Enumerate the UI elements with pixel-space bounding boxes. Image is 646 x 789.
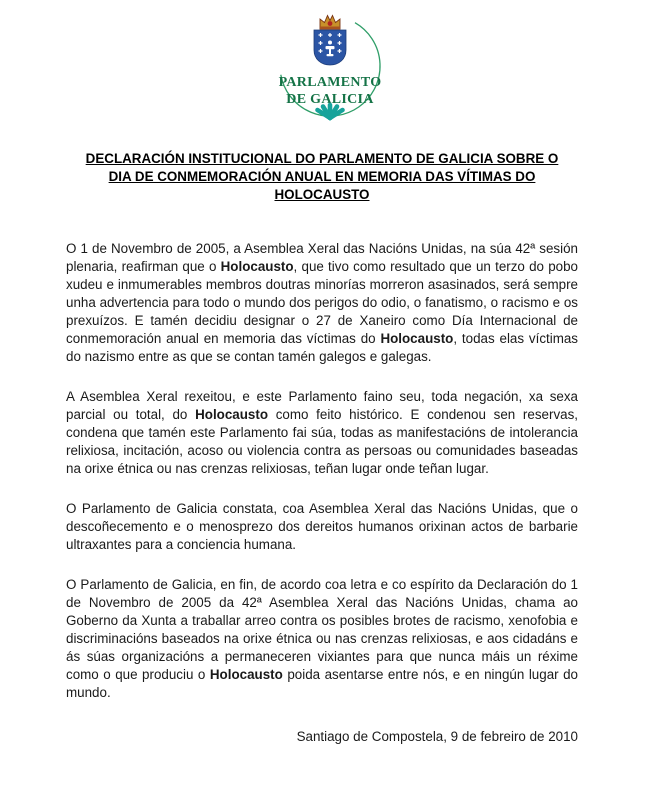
text-run: , todas elas víctimas do nazismo entre as que se contan tamén galegos e galegas. [66, 331, 579, 364]
text-run-bold: Holocausto [380, 331, 454, 346]
document-body [0, 150, 646, 746]
text-run-bold: Holocausto [209, 667, 283, 682]
logo-text-line2: DE GALICIA [286, 92, 374, 107]
title-line-3: HOLOCAUSTO [274, 187, 370, 202]
text-run: poida asentarse entre nós, e en ningún lugar do mundo. [66, 667, 579, 700]
title-line-1: DECLARACIÓN INSTITUCIONAL DO PARLAMENTO DE GALICIA SOBRE O [85, 151, 559, 166]
logo-container [0, 0, 646, 122]
parlamento-galicia-logo [254, 6, 406, 122]
text-run: , que tivo como resultado que un terzo do pobo xudeu e inmumerables membros doutras minorías morreron asasinados, será sempre unha advertencia para todo o mundo dos perigos do odio, o fanatismo, o racismo e os prexuízos. E tamén decidiu designar o 27 de Xaneiro como Día Internacional de conmemoración anual en memoria das víctimas do [66, 259, 579, 346]
title-line-2: DIA DE CONMEMORACIÓN ANUAL EN MEMORIA DAS VÍTIMAS DO [108, 169, 536, 184]
text-run: O 1 de Novembro de 2005, a Asemblea Xeral das Nacións Unidas, na súa 42ª sesión plenaria, reafirman que o [66, 241, 578, 274]
shield-icon [314, 30, 346, 65]
logo-text-line1: PARLAMENTO [278, 75, 382, 90]
crown-icon [320, 16, 340, 30]
paragraph-1 [66, 240, 578, 366]
text-run: A Asemblea Xeral rexeitou, e este Parlamento faino seu, toda negación, xa sexa parcial ou total, do [66, 389, 578, 422]
paragraph-3 [66, 500, 578, 554]
dateline: Santiago de Compostela, 9 de febreiro de 2010 [296, 729, 578, 744]
paragraph-2 [66, 388, 578, 478]
text-run: O Parlamento de Galicia constata, coa Asemblea Xeral das Nacións Unidas, que o descoñecemento e o menosprezo dos dereitos humanos orixinan actos de barbarie ultraxantes para a conciencia humana. [66, 501, 578, 552]
paragraph-4 [66, 576, 578, 702]
document-title [66, 150, 578, 204]
text-run-bold: Holocausto [195, 407, 269, 422]
text-run-bold: Holocausto [220, 259, 294, 274]
scallop-shell-icon [318, 105, 343, 118]
text-run: O Parlamento de Galicia, en fin, de acordo coa letra e co espírito da Declaración do 1 de Novembro de 2005 da 42ª Asemblea Xeral das Nacións Unidas, chama ao Goberno da Xunta a traballar arreo contra os posibles brotes de racismo, xenofobia e discriminacións baseados na orixe étnica ou nas crenzas relixiosas, e aos cidadáns e ás súas organizacións a permaneceren vixiantes para que nunca máis un réxime como o que produciu o [66, 577, 578, 682]
text-run: como feito histórico. E condenou sen reservas, condena que tamén este Parlamento fai súa, todas as manifestacións de intolerancia relixiosa, incitación, acoso ou violencia contra as persoas ou comunidades baseadas na orixe étnica ou nas crenzas relixiosas, teñan lugar onde teñan lugar. [66, 407, 578, 476]
